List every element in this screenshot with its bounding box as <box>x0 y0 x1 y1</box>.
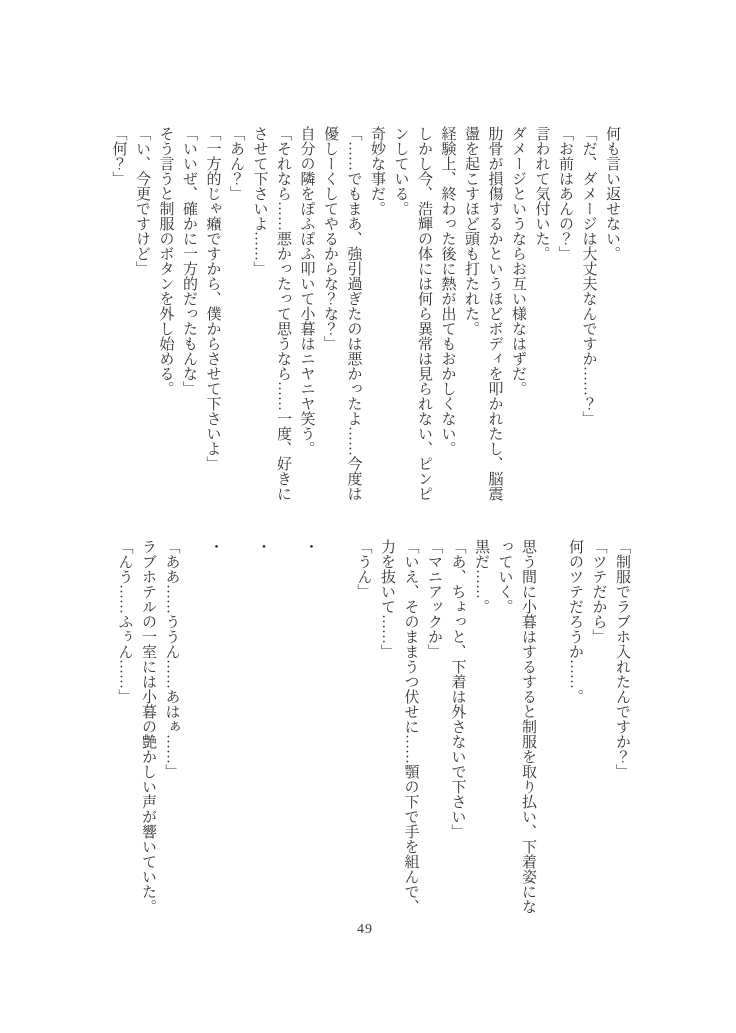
blank-line <box>539 539 563 933</box>
text-line: 「あ、ちょっと、下着は外さないで下さい」 <box>449 539 466 839</box>
text-line: 「い、今更ですけど」 <box>134 126 150 276</box>
text-line: 「何？」 <box>110 126 127 186</box>
text-line: 「それなら……悪かったって思うなら……一度、好きに <box>275 126 291 501</box>
text-line: 「んう……ふぅん……」 <box>116 539 133 704</box>
text-line: 肋骨が損傷するかというほどボディを叩かれたし、脳震 <box>486 126 503 501</box>
lower-text-block <box>112 539 633 933</box>
text-line: しかし今、浩輝の体には何ら異常は見られない、ピンピ <box>416 126 432 501</box>
scene-break-dot: ・ <box>302 539 318 554</box>
text-line: 優しーくしてやるからな？な？」 <box>322 126 338 351</box>
upper-text-block <box>106 126 623 520</box>
text-line: 「いいぜ、確かに一方的だったもんな」 <box>181 126 197 396</box>
scene-break-dot: ・ <box>254 539 271 554</box>
text-line: 何のツテだろうか……。 <box>567 539 583 704</box>
text-line: 盪を起こすほど頭も打たれた。 <box>463 126 479 336</box>
text-line: 「お前はあんの？」 <box>557 126 573 261</box>
text-line: ラブホテルの一室には小暮の艶かしい声が響いていた。 <box>140 539 156 914</box>
text-line: ダメージというならお互い様なはずだ。 <box>510 126 526 396</box>
text-line: 「ああ……ううん……あはぁ……」 <box>163 539 180 779</box>
text-line: 奇妙な事だ。 <box>369 126 385 216</box>
text-line: 「いえ、そのままうつ伏せに……顎の下で手を組んで、 <box>402 539 419 914</box>
text-line: 「……でもまあ、強引過ぎたのは悪かったよ……今度は <box>345 126 362 501</box>
text-line: 言われて気付いた。 <box>533 126 550 261</box>
text-line: 「ツテだから」 <box>590 539 607 644</box>
text-line: っていく。 <box>496 539 513 614</box>
text-line: 「制服でラブホ入れたんですか？」 <box>614 539 630 779</box>
text-line: 自分の隣をぽふぽふ叩いて小暮はニヤニヤ笑う。 <box>298 126 315 456</box>
text-line: 何も言い返せない。 <box>604 126 620 261</box>
text-line: そう言うと制服のボタンを外し始める。 <box>157 126 174 396</box>
text-line: 「マニアックか」 <box>426 539 442 659</box>
text-line: 「だ、ダメージは大丈夫なんですか……？」 <box>580 126 597 426</box>
text-line: 思う間に小暮はするすると制服を取り払い、下着姿にな <box>520 539 536 914</box>
text-line: 「うん」 <box>355 539 372 599</box>
scene-break-dot: ・ <box>207 539 223 554</box>
text-line: 「一方的じゃ癪ですから、僕からさせて下さいよ」 <box>204 126 221 471</box>
text-line: 黒だ……。 <box>473 539 489 614</box>
page-number: 49 <box>357 922 373 937</box>
text-line: 力を抜いて……」 <box>379 539 395 659</box>
text-line: させて下さいよ……」 <box>251 126 268 276</box>
text-line: 「あん？」 <box>228 126 244 201</box>
text-line: ンしている。 <box>392 126 409 216</box>
text-line: 経験上、終わった後に熱が出てもおかしくない。 <box>439 126 456 456</box>
